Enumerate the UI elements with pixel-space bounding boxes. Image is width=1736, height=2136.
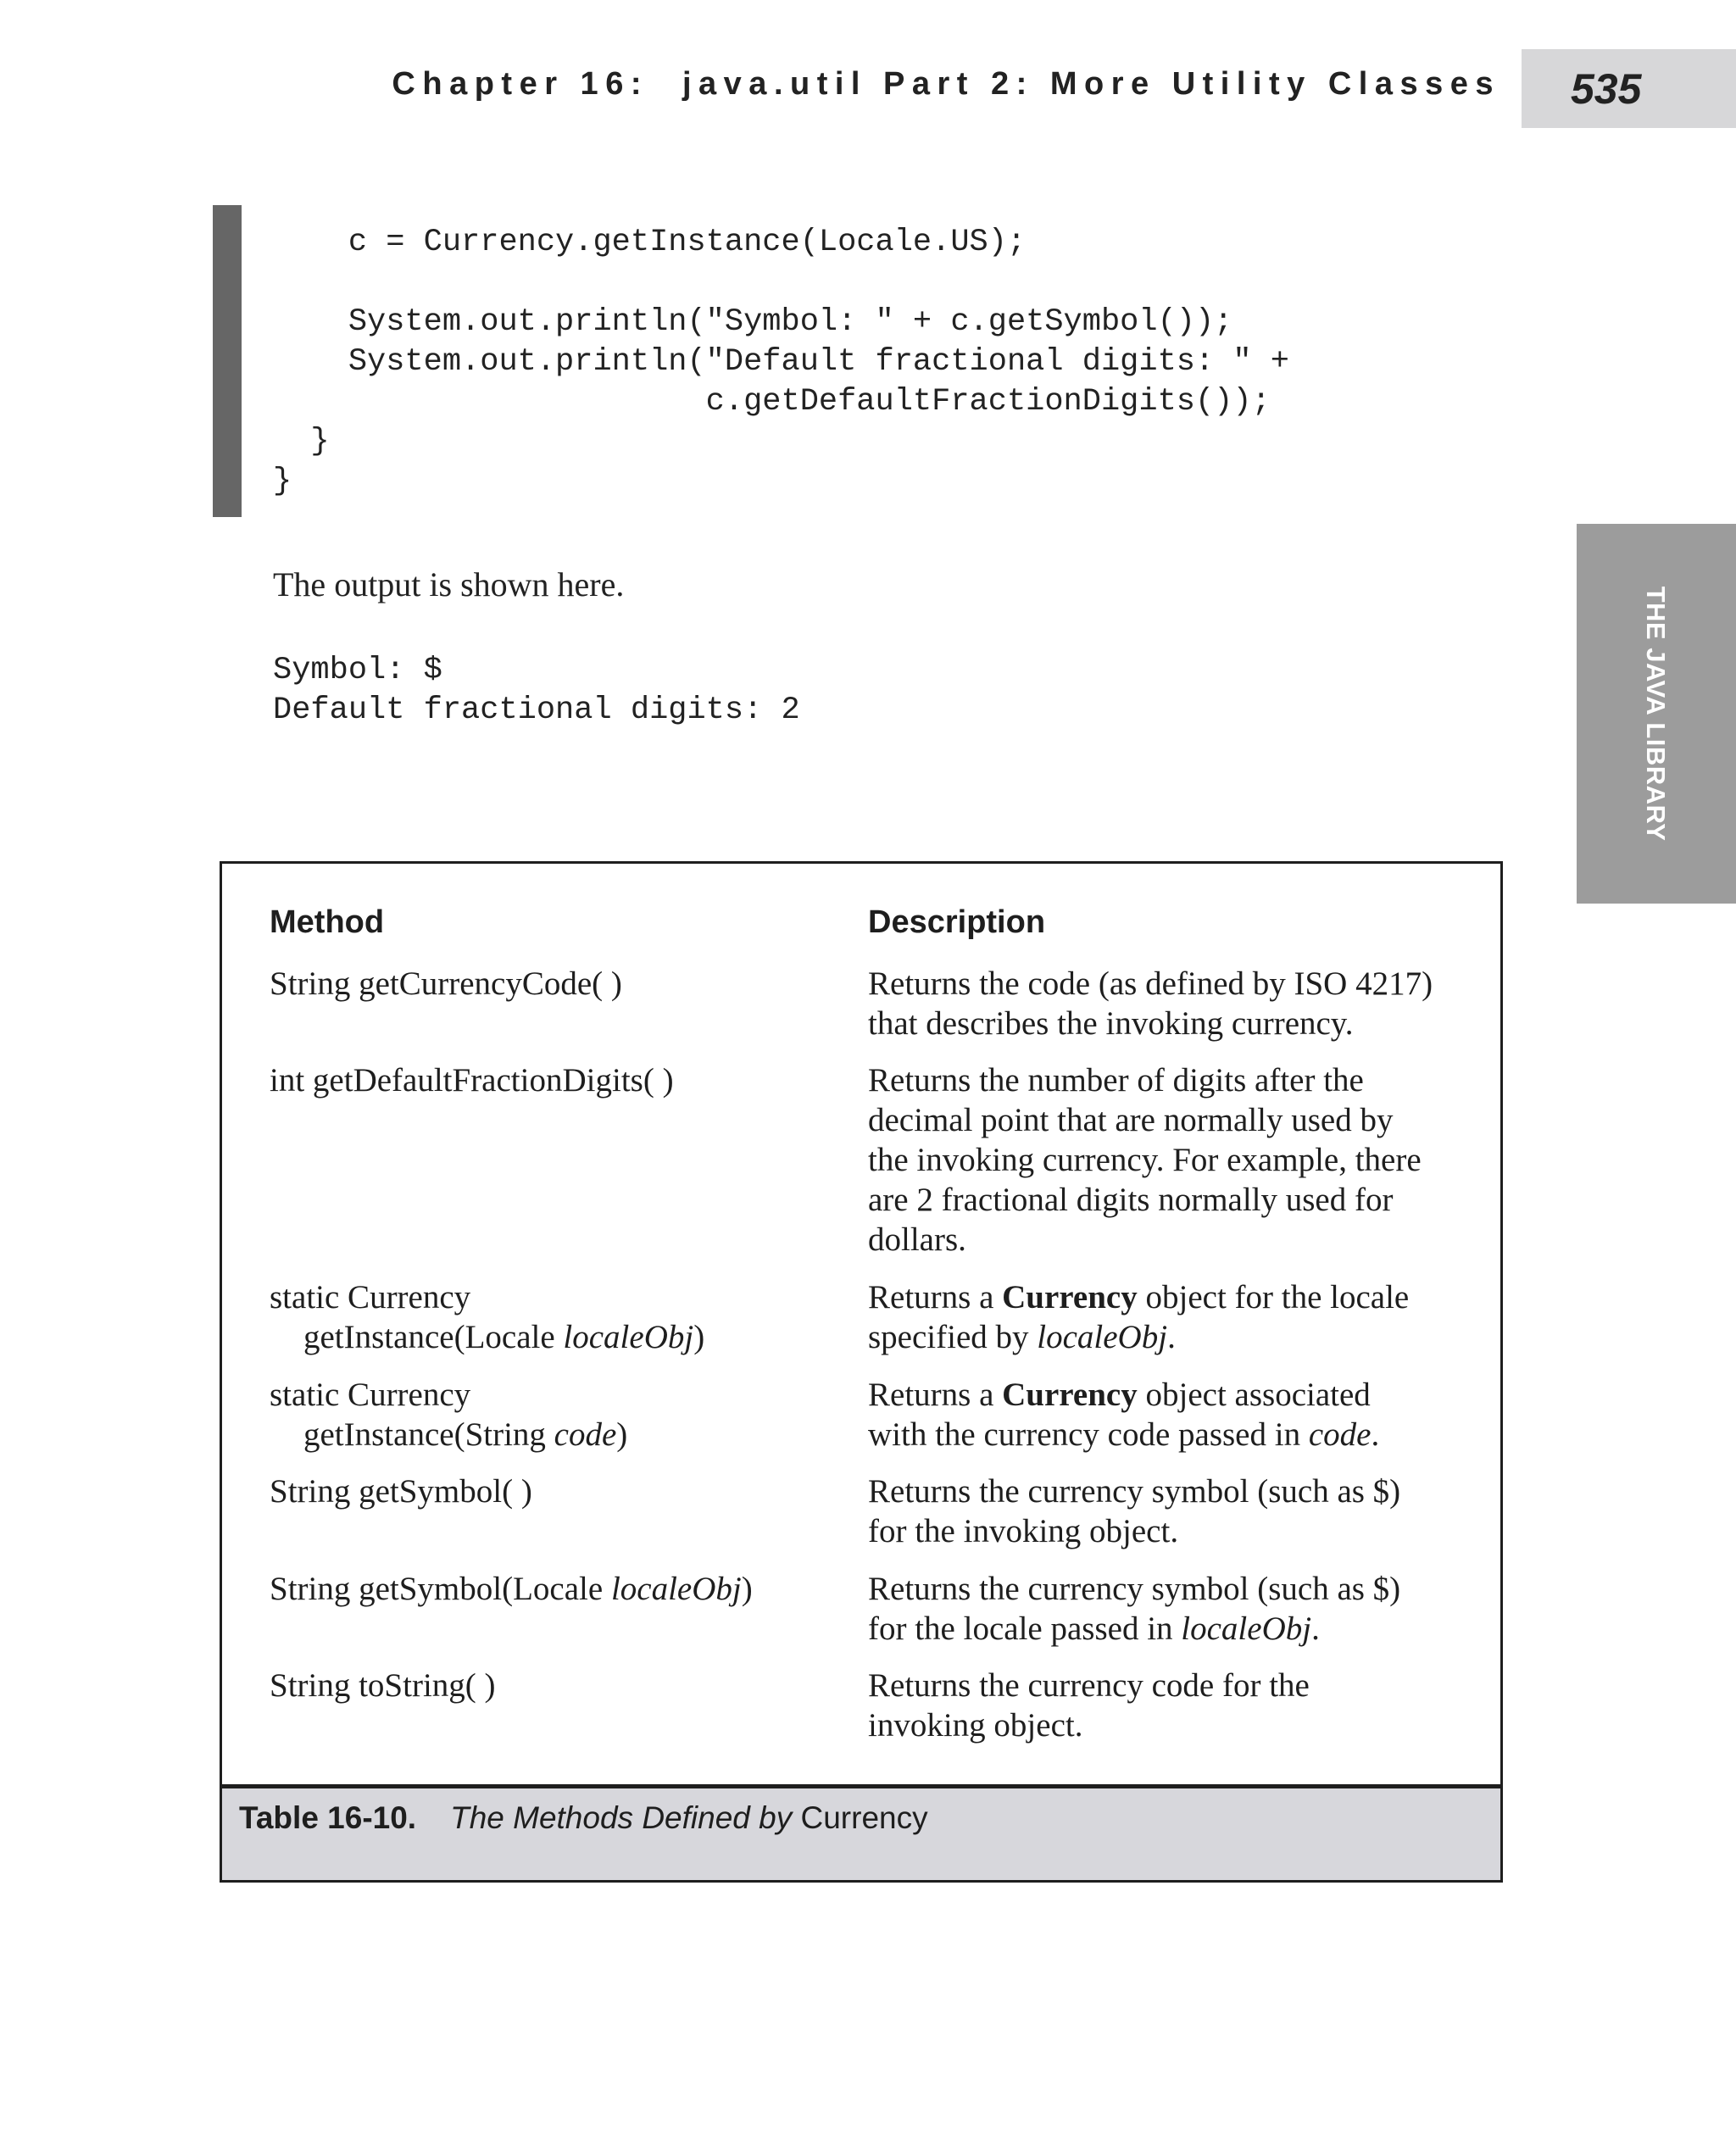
table-row-method: static Currency getInstance(String code) — [270, 1377, 628, 1453]
table-caption — [239, 1800, 928, 1836]
output-intro-text: The output is shown here. — [273, 565, 625, 604]
column-header-description: Description — [868, 904, 1046, 940]
code-listing-bar — [213, 205, 242, 517]
page-number-box — [1522, 49, 1736, 128]
column-header-method: Method — [270, 904, 385, 940]
table-caption-bar — [222, 1784, 1500, 1880]
methods-table-body — [222, 864, 1500, 1791]
section-side-tab-label: THE JAVA LIBRARY — [1641, 586, 1671, 842]
page-number: 535 — [1571, 65, 1642, 113]
methods-table — [220, 861, 1503, 1883]
table-row-method: String getSymbol(Locale localeObj) — [270, 1571, 753, 1607]
table-row-description: Returns a Currency object for the locale specified by localeObj. — [868, 1279, 1410, 1355]
running-head — [0, 66, 1500, 103]
chapter-label: Chapter 16: — [392, 66, 648, 102]
output-listing: Symbol: $ Default fractional digits: 2 — [273, 653, 800, 728]
table-row-description: Returns the currency symbol (such as $) for the invoking object. — [868, 1473, 1401, 1549]
table-row-description: Returns the currency symbol (such as $) for the locale passed in localeObj. — [868, 1571, 1401, 1647]
table-row-method: int getDefaultFractionDigits( ) — [270, 1062, 674, 1099]
table-caption-number: Table 16-10. — [239, 1800, 417, 1835]
table-caption-title: The Methods Defined by — [450, 1800, 793, 1835]
table-row-method: static Currency getInstance(Locale localeObj) — [270, 1279, 705, 1355]
table-row-description: Returns the number of digits after the decimal point that are normally used by the invoking currency. For example, there are 2 fractional digits normally used for dollars. — [868, 1062, 1422, 1258]
table-row-method: String toString( ) — [270, 1667, 496, 1704]
table-row-method: String getSymbol( ) — [270, 1473, 532, 1510]
chapter-title: java.util Part 2: More Utility Classes — [682, 66, 1500, 102]
table-row-description: Returns the code (as defined by ISO 4217) that describes the invoking currency. — [868, 965, 1433, 1042]
table-row-description: Returns a Currency object associated with the currency code passed in code. — [868, 1377, 1380, 1453]
table-row-description: Returns the currency code for the invoking object. — [868, 1667, 1310, 1744]
table-row-method: String getCurrencyCode( ) — [270, 965, 622, 1002]
code-listing: c = Currency.getInstance(Locale.US); System.out.println("Symbol: " + c.getSymbol()); System.out.println("Default fractional digits: " + c.getDefaultFractionDigits()); } } — [273, 225, 1289, 499]
table-caption-class-name: Currency — [800, 1800, 928, 1835]
